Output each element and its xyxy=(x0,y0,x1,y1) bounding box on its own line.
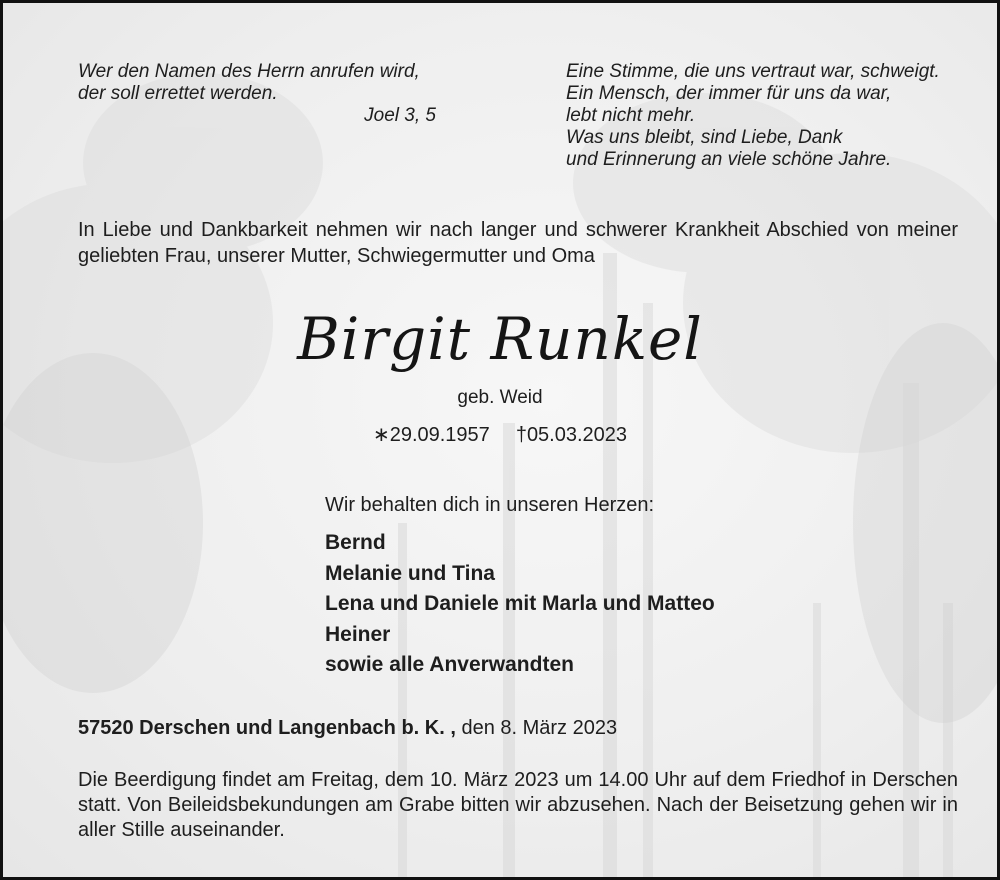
family-member: Melanie und Tina xyxy=(325,561,495,585)
family-member: sowie alle Anverwandten xyxy=(325,653,574,676)
family-member: Lena und Daniele mit Marla und Matteo xyxy=(325,592,715,615)
poem-line: Eine Stimme, die uns vertraut war, schweigt. xyxy=(566,61,940,82)
poem-line: Ein Mensch, der immer für uns da war, xyxy=(566,83,892,104)
place-date-line xyxy=(78,717,617,740)
family-member: Bernd xyxy=(325,531,386,554)
memorial-poem xyxy=(566,61,986,171)
poem-line: lebt nicht mehr. xyxy=(566,105,696,126)
family-list xyxy=(325,528,715,681)
maiden-name: geb. Weid xyxy=(457,387,543,408)
death-cross-icon: † xyxy=(515,424,527,446)
announcement-date: den 8. März 2023 xyxy=(461,717,618,739)
birth-star-icon: ∗ xyxy=(372,424,390,446)
poem-line: Was uns bleibt, sind Liebe, Dank xyxy=(566,127,843,148)
poem-line: und Erinnerung an viele schöne Jahre. xyxy=(566,149,892,170)
quote-reference: Joel 3, 5 xyxy=(364,105,436,126)
family-member: Heiner xyxy=(325,622,391,646)
bible-quote xyxy=(78,61,448,127)
intro-text: In Liebe und Dankbarkeit nehmen wir nach langer und schwerer Krankheit Abschied von meiner geliebten Frau, unserer Mutter, Schwiegermutter und Oma xyxy=(78,219,958,267)
location: 57520 Derschen und Langenbach b. K. , xyxy=(78,717,456,739)
birth-date: 29.09.1957 xyxy=(389,424,490,446)
deceased-name: Birgit Runkel xyxy=(297,305,703,373)
quote-line: Wer den Namen des Herrn anrufen wird, xyxy=(78,61,420,82)
funeral-notice: Die Beerdigung findet am Freitag, dem 10. März 2023 um 14.00 Uhr auf dem Friedhof in Derschen statt. Von Beileidsbekundungen am Grabe bitten wir abzusehen. Nach der Beisetzung gehen wir in aller Stille auseinander. xyxy=(78,769,958,841)
death-date: 05.03.2023 xyxy=(526,424,628,446)
quote-line: der soll errettet werden. xyxy=(78,83,278,104)
life-dates xyxy=(3,422,997,447)
keep-in-heart-text: Wir behalten dich in unseren Herzen: xyxy=(325,494,655,516)
